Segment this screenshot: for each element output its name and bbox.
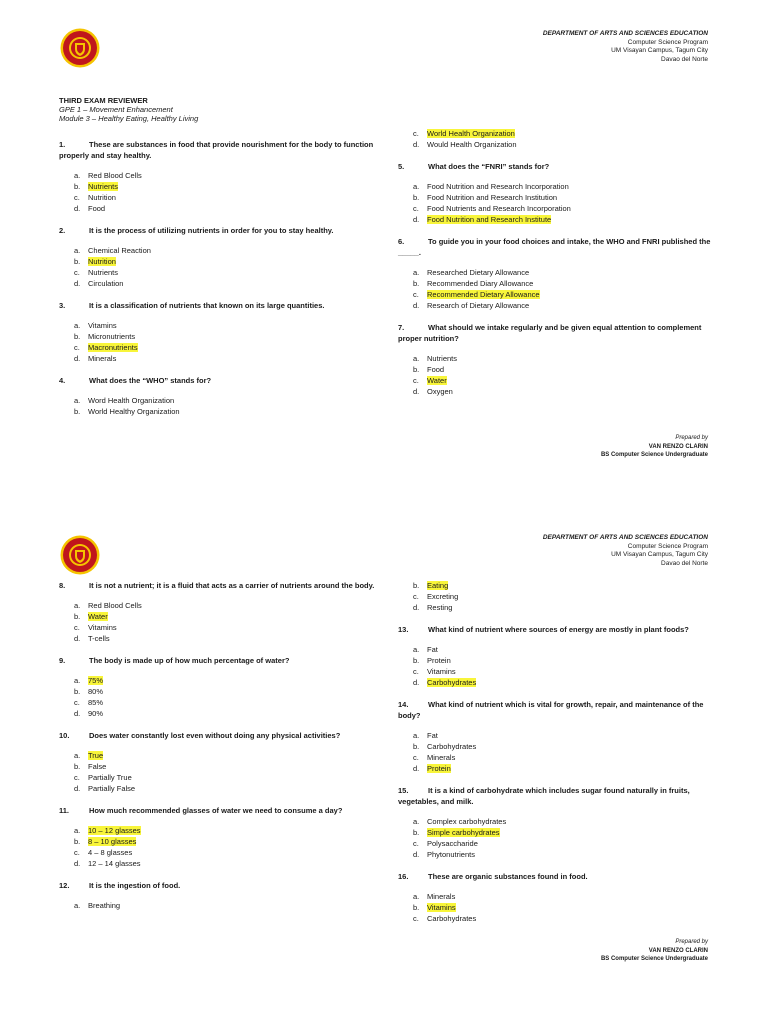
answer-option <box>74 353 379 364</box>
option-letter: c. <box>413 914 419 923</box>
preparer-role: BS Computer Science Undergraduate <box>600 452 708 458</box>
correct-answer-text: 75% <box>88 676 104 685</box>
option-text: Research of Dietary Allowance <box>427 301 530 310</box>
option-text: Protein <box>427 656 451 665</box>
option-text: Chemical Reaction <box>88 246 151 255</box>
question-text: What kind of nutrient which is vital for growth, repair, and maintenance of the body? <box>398 700 704 720</box>
question-number: 7. <box>398 323 405 332</box>
option-text: Red Blood Cells <box>88 601 142 610</box>
module-title: Module 3 – Healthy Eating, Healthy Living <box>59 114 199 123</box>
question-text: What kind of nutrient where sources of energy are mostly in plant foods? <box>428 625 689 634</box>
option-letter: d. <box>74 354 81 363</box>
option-letter: b. <box>74 257 81 266</box>
answer-option <box>74 708 379 719</box>
option-letter: b. <box>413 279 420 288</box>
answer-option <box>413 741 718 752</box>
page-1-left-column <box>59 139 379 428</box>
answer-option <box>413 827 718 838</box>
question <box>59 655 379 666</box>
answer-option <box>413 386 718 397</box>
university-seal-icon <box>60 28 100 68</box>
campus-name: UM Visayan Campus, Tagum City <box>611 47 708 54</box>
answer-option <box>413 677 718 688</box>
option-letter: b. <box>413 828 420 837</box>
question-number: 5. <box>398 162 405 171</box>
answer-option <box>413 891 718 902</box>
option-text: Nutrition <box>88 193 116 202</box>
question <box>59 139 379 161</box>
correct-answer-text: Vitamins <box>427 903 456 912</box>
answer-option <box>74 697 379 708</box>
question-number: 14. <box>398 700 409 709</box>
correct-answer-text: World Health Organization <box>427 129 515 138</box>
campus-name: UM Visayan Campus, Tagum City <box>611 551 708 558</box>
option-letter: a. <box>74 676 81 685</box>
question-number: 9. <box>59 656 66 665</box>
question-text: It is not a nutrient; it is a fluid that acts as a carrier of nutrients around the body. <box>89 581 375 590</box>
answer-option <box>413 289 718 300</box>
option-letter: a. <box>413 182 420 191</box>
prepared-by-label: Prepared by <box>675 939 708 945</box>
option-text: Excreting <box>427 592 459 601</box>
preparer-name: VAN RENZO CLARIN <box>648 947 708 954</box>
question-number: 3. <box>59 301 66 310</box>
answer-option <box>413 214 718 225</box>
question <box>398 236 718 258</box>
answer-option <box>74 858 379 869</box>
option-text: Food Nutrients and Research Incorporation <box>427 204 571 213</box>
option-letter: d. <box>413 387 420 396</box>
option-letter: c. <box>74 623 80 632</box>
question <box>398 161 718 172</box>
option-text: Oxygen <box>427 387 453 396</box>
answer-option <box>74 256 379 267</box>
answer-option <box>74 181 379 192</box>
option-letter: d. <box>413 603 420 612</box>
question <box>398 871 718 882</box>
page-2-right-column <box>398 580 718 935</box>
option-letter: c. <box>413 667 419 676</box>
option-text: Vitamins <box>427 667 456 676</box>
question <box>59 375 379 386</box>
program-name: Computer Science Program <box>627 542 708 550</box>
answer-option <box>413 181 718 192</box>
answer-options <box>413 580 718 613</box>
correct-answer-text: Water <box>88 612 108 621</box>
answer-option <box>413 655 718 666</box>
answer-options <box>74 320 379 364</box>
answer-option <box>413 838 718 849</box>
page-2-left-column <box>59 580 379 922</box>
correct-answer-text: Carbohydrates <box>427 678 477 687</box>
option-text: Complex carbohydrates <box>427 817 507 826</box>
option-text: Minerals <box>427 892 456 901</box>
option-letter: b. <box>413 193 420 202</box>
answer-option <box>74 761 379 772</box>
question-number: 10. <box>59 731 70 740</box>
option-letter: a. <box>413 354 420 363</box>
answer-option <box>413 666 718 677</box>
university-seal-icon <box>60 535 100 575</box>
option-letter: c. <box>74 343 80 352</box>
question-number: 1. <box>59 140 66 149</box>
answer-option <box>413 128 718 139</box>
option-letter: d. <box>413 301 420 310</box>
question <box>398 785 718 807</box>
question-text: These are organic substances found in food. <box>428 872 588 881</box>
correct-answer-text: Recommended Dietary Allowance <box>427 290 540 299</box>
option-text: 12 – 14 glasses <box>88 859 141 868</box>
option-letter: b. <box>413 742 420 751</box>
option-letter: b. <box>74 182 81 191</box>
option-text: Polysaccharide <box>427 839 478 848</box>
page-separator <box>0 505 768 512</box>
option-letter: b. <box>413 365 420 374</box>
question <box>398 624 718 635</box>
option-text: 80% <box>88 687 104 696</box>
prepared-by-label: Prepared by <box>675 435 708 441</box>
option-text: 90% <box>88 709 104 718</box>
correct-answer-text: True <box>88 751 104 760</box>
answer-option <box>74 750 379 761</box>
question-text: How much recommended glasses of water we need to consume a day? <box>89 806 343 815</box>
prepared-by-block <box>601 938 708 964</box>
answer-option <box>74 686 379 697</box>
question-text: Does water constantly lost even without doing any physical activities? <box>89 731 341 740</box>
option-text: False <box>88 762 107 771</box>
option-letter: c. <box>74 193 80 202</box>
answer-option <box>74 267 379 278</box>
option-text: Vitamins <box>88 321 117 330</box>
question <box>59 300 379 311</box>
answer-option <box>413 192 718 203</box>
option-letter: b. <box>74 687 81 696</box>
answer-option <box>413 267 718 278</box>
program-name: Computer Science Program <box>627 38 708 46</box>
option-text: Nutrients <box>88 268 119 277</box>
question-number: 15. <box>398 786 409 795</box>
option-letter: d. <box>413 215 420 224</box>
option-text: Minerals <box>88 354 117 363</box>
option-letter: a. <box>413 645 420 654</box>
option-letter: c. <box>413 839 419 848</box>
option-letter: c. <box>74 268 80 277</box>
option-letter: d. <box>74 204 81 213</box>
option-letter: d. <box>413 678 420 687</box>
answer-options <box>413 816 718 860</box>
answer-option <box>74 600 379 611</box>
answer-option <box>74 900 379 911</box>
answer-option <box>413 580 718 591</box>
option-letter: b. <box>413 656 420 665</box>
option-letter: c. <box>413 753 419 762</box>
answer-options <box>74 245 379 289</box>
option-letter: a. <box>74 396 81 405</box>
option-letter: d. <box>74 279 81 288</box>
correct-answer-text: 10 – 12 glasses <box>88 826 141 835</box>
option-letter: a. <box>74 601 81 610</box>
option-letter: b. <box>74 612 81 621</box>
question-number: 8. <box>59 581 66 590</box>
question-number: 16. <box>398 872 409 881</box>
correct-answer-text: Water <box>427 376 447 385</box>
answer-option <box>413 353 718 364</box>
answer-options <box>413 353 718 397</box>
option-letter: c. <box>74 773 80 782</box>
correct-answer-text: 8 – 10 glasses <box>88 837 137 846</box>
answer-option <box>74 622 379 633</box>
answer-option <box>74 245 379 256</box>
answer-options <box>74 675 379 719</box>
option-letter: c. <box>413 204 419 213</box>
option-letter: d. <box>413 140 420 149</box>
answer-option <box>74 847 379 858</box>
option-text: Recommended Diary Allowance <box>427 279 534 288</box>
question <box>59 880 379 891</box>
answer-option <box>74 331 379 342</box>
answer-option <box>413 139 718 150</box>
question <box>59 730 379 741</box>
option-letter: a. <box>74 826 81 835</box>
answer-options <box>413 644 718 688</box>
option-letter: a. <box>413 892 420 901</box>
answer-option <box>74 170 379 181</box>
answer-options <box>74 750 379 794</box>
question-text: These are substances in food that provide nourishment for the body to function properly and stay healthy. <box>59 140 374 160</box>
option-letter: a. <box>74 751 81 760</box>
option-letter: a. <box>413 817 420 826</box>
option-letter: b. <box>74 407 81 416</box>
option-text: Food <box>427 365 445 374</box>
province-name: Davao del Norte <box>661 55 708 63</box>
option-letter: a. <box>74 246 81 255</box>
option-text: Vitamins <box>88 623 117 632</box>
option-text: Food <box>88 204 106 213</box>
correct-answer-text: Macronutrients <box>88 343 138 352</box>
answer-option <box>74 825 379 836</box>
answer-options <box>413 267 718 311</box>
option-letter: b. <box>74 762 81 771</box>
department-header <box>543 30 708 64</box>
answer-option <box>413 278 718 289</box>
option-letter: c. <box>413 290 419 299</box>
answer-option <box>413 913 718 924</box>
option-letter: d. <box>74 859 81 868</box>
option-text: World Healthy Organization <box>88 407 180 416</box>
option-text: 85% <box>88 698 104 707</box>
option-text: Nutrients <box>427 354 458 363</box>
answer-option <box>413 849 718 860</box>
option-text: Word Health Organization <box>88 396 175 405</box>
reviewer-page-1 <box>0 0 768 505</box>
question-text: What does the “WHO” stands for? <box>89 376 212 385</box>
answer-options <box>74 825 379 869</box>
question-text: It is the ingestion of food. <box>89 881 181 890</box>
question <box>398 699 718 721</box>
option-text: Carbohydrates <box>427 914 477 923</box>
answer-option <box>413 816 718 827</box>
option-letter: c. <box>74 698 80 707</box>
answer-option <box>74 406 379 417</box>
option-text: Fat <box>427 731 438 740</box>
answer-option <box>74 278 379 289</box>
answer-option <box>413 752 718 763</box>
option-text: Partially True <box>88 773 132 782</box>
answer-option <box>74 342 379 353</box>
answer-option <box>413 644 718 655</box>
answer-option <box>413 300 718 311</box>
option-letter: d. <box>413 764 420 773</box>
option-letter: b. <box>74 837 81 846</box>
answer-option <box>413 375 718 386</box>
option-letter: c. <box>413 592 419 601</box>
answer-option <box>413 602 718 613</box>
answer-option <box>74 611 379 622</box>
reviewer-title-block <box>59 96 198 123</box>
option-letter: b. <box>74 332 81 341</box>
correct-answer-text: Nutrients <box>88 182 119 191</box>
preparer-role: BS Computer Science Undergraduate <box>600 956 708 962</box>
answer-option <box>413 591 718 602</box>
question-number: 12. <box>59 881 70 890</box>
answer-option <box>74 675 379 686</box>
option-letter: d. <box>74 634 81 643</box>
answer-option <box>413 730 718 741</box>
answer-option <box>74 203 379 214</box>
option-text: Fat <box>427 645 438 654</box>
option-text: Breathing <box>88 901 121 910</box>
correct-answer-text: Simple carbohydrates <box>427 828 500 837</box>
correct-answer-text: Food Nutrition and Research Institute <box>427 215 552 224</box>
correct-answer-text: Nutrition <box>88 257 116 266</box>
answer-option <box>413 902 718 913</box>
option-text: Minerals <box>427 753 456 762</box>
option-letter: d. <box>74 784 81 793</box>
option-letter: b. <box>413 581 420 590</box>
answer-options <box>413 128 718 150</box>
question-number: 4. <box>59 376 66 385</box>
question-text: It is a classification of nutrients that known on its large quantities. <box>89 301 325 310</box>
question-text: What does the “FNRI” stands for? <box>428 162 550 171</box>
option-text: Micronutrients <box>88 332 136 341</box>
option-letter: d. <box>74 709 81 718</box>
answer-option <box>74 395 379 406</box>
course-title: GPE 1 – Movement Enhancement <box>59 105 173 114</box>
question-number: 6. <box>398 237 405 246</box>
option-text: Would Health Organization <box>427 140 517 149</box>
answer-options <box>413 181 718 225</box>
option-text: Food Nutrition and Research Institution <box>427 193 558 202</box>
question-text: It is a kind of carbohydrate which includes sugar found naturally in fruits, vegetables, and milk. <box>398 786 690 806</box>
answer-options <box>74 170 379 214</box>
question <box>59 225 379 236</box>
preparer-name: VAN RENZO CLARIN <box>648 443 708 450</box>
option-letter: a. <box>74 171 81 180</box>
option-letter: a. <box>413 731 420 740</box>
question-number: 13. <box>398 625 409 634</box>
option-text: Food Nutrition and Research Incorporation <box>427 182 569 191</box>
question <box>398 322 718 344</box>
option-text: Carbohydrates <box>427 742 477 751</box>
option-text: Circulation <box>88 279 124 288</box>
option-letter: b. <box>413 903 420 912</box>
option-text: T-cells <box>88 634 110 643</box>
question-text: What should we intake regularly and be given equal attention to complement proper nutrition? <box>398 323 702 343</box>
question-text: To guide you in your food choices and intake, the WHO and FNRI published the _____. <box>398 237 711 257</box>
option-text: Partially False <box>88 784 136 793</box>
question-number: 11. <box>59 806 70 815</box>
question <box>59 580 379 591</box>
option-text: Red Blood Cells <box>88 171 142 180</box>
answer-option <box>413 203 718 214</box>
answer-options <box>413 891 718 924</box>
option-letter: a. <box>74 901 81 910</box>
answer-option <box>74 320 379 331</box>
answer-option <box>74 783 379 794</box>
option-text: Researched Dietary Allowance <box>427 268 530 277</box>
answer-option <box>74 836 379 847</box>
correct-answer-text: Eating <box>427 581 449 590</box>
answer-option <box>413 364 718 375</box>
page-1-right-column <box>398 128 718 408</box>
prepared-by-block <box>601 434 708 460</box>
option-letter: d. <box>413 850 420 859</box>
option-letter: a. <box>413 268 420 277</box>
answer-options <box>74 600 379 644</box>
option-letter: c. <box>74 848 80 857</box>
answer-option <box>413 763 718 774</box>
question-number: 2. <box>59 226 66 235</box>
correct-answer-text: Protein <box>427 764 451 773</box>
question-text: It is the process of utilizing nutrients in order for you to stay healthy. <box>89 226 334 235</box>
department-name: DEPARTMENT OF ARTS AND SCIENCES EDUCATION <box>542 534 708 541</box>
answer-option <box>74 772 379 783</box>
department-name: DEPARTMENT OF ARTS AND SCIENCES EDUCATION <box>542 30 708 37</box>
answer-option <box>74 633 379 644</box>
answer-options <box>413 730 718 774</box>
option-text: Resting <box>427 603 453 612</box>
question-text: The body is made up of how much percentage of water? <box>89 656 290 665</box>
option-text: Phytonutrients <box>427 850 475 859</box>
province-name: Davao del Norte <box>661 559 708 567</box>
reviewer-title: THIRD EXAM REVIEWER <box>59 96 148 105</box>
answer-option <box>74 192 379 203</box>
reviewer-page-2 <box>0 512 768 1017</box>
option-letter: c. <box>413 376 419 385</box>
department-header <box>543 534 708 568</box>
option-letter: a. <box>74 321 81 330</box>
answer-options <box>74 900 379 911</box>
answer-options <box>74 395 379 417</box>
option-letter: c. <box>413 129 419 138</box>
question <box>59 805 379 816</box>
option-text: 4 – 8 glasses <box>88 848 133 857</box>
